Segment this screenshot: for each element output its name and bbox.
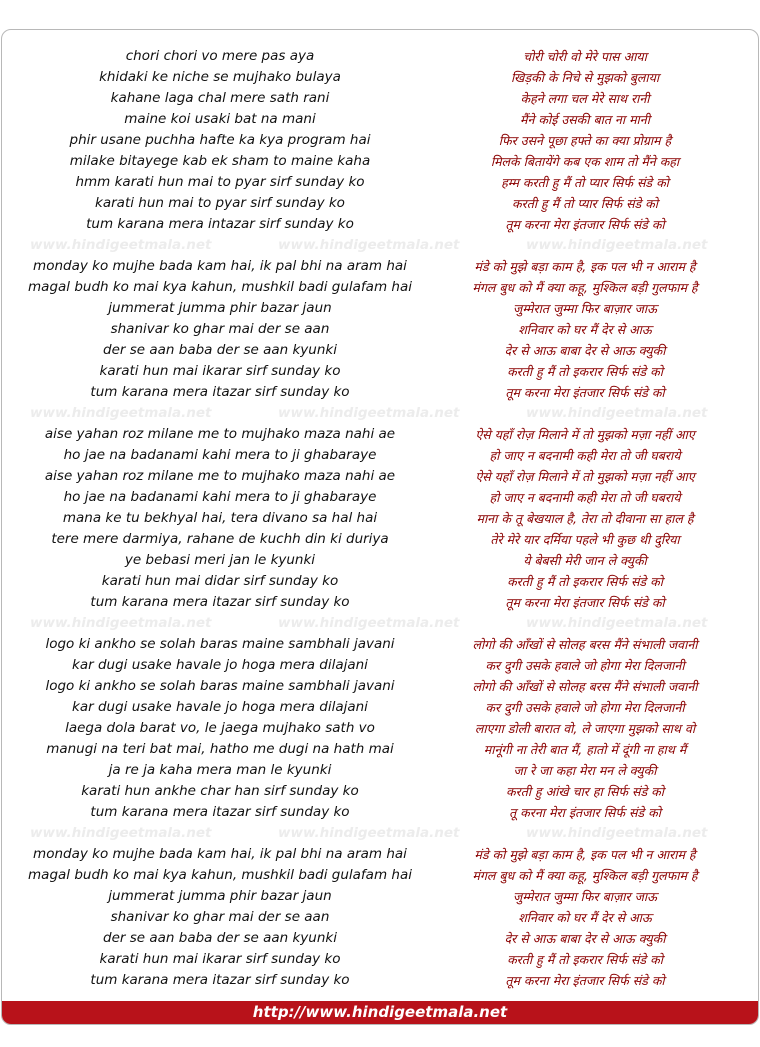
lyric-line (2, 487, 758, 508)
lyric-hindi: जुम्मेरात जुम्मा फिर बाज़ार जाऊ (513, 889, 657, 904)
lyric-hindi: जुम्मेरात जुम्मा फिर बाज़ार जाऊ (513, 301, 657, 316)
lyric-roman: tum karana mera itazar sirf sunday ko (90, 804, 350, 820)
lyric-line (2, 88, 758, 109)
lyric-line (2, 970, 758, 991)
lyric-line (2, 46, 758, 67)
watermark-text: www.hindigeetmala.net (526, 615, 708, 631)
lyric-line (2, 319, 758, 340)
lyric-roman: milake bitayege kab ek sham to maine kaha (69, 153, 371, 169)
lyric-line (2, 865, 758, 886)
watermark-text: www.hindigeetmala.net (526, 825, 708, 841)
lyric-roman: tum karana mera intazar sirf sunday ko (86, 216, 354, 232)
lyric-hindi: लोगो की आँखों से सोलह बरस मैंने संभाली जवानी (472, 679, 698, 694)
lyric-line (2, 697, 758, 718)
lyric-line (2, 382, 758, 403)
lyric-roman: logo ki ankho se solah baras maine sambhali javani (45, 636, 395, 652)
lyric-line (2, 172, 758, 193)
lyric-hindi: हो जाए न बदनामी कही मेरा तो जी घबराये (489, 490, 681, 505)
footer-url[interactable]: http://www.hindigeetmala.net (2, 1001, 758, 1024)
lyric-hindi: कर दुगी उसके हवाले जो होगा मेरा दिलजानी (485, 700, 685, 715)
lyric-line (2, 151, 758, 172)
watermark-text: www.hindigeetmala.net (278, 237, 460, 253)
lyric-roman: chori chori vo mere pas aya (125, 48, 315, 64)
lyric-line (2, 277, 758, 298)
watermark-text: www.hindigeetmala.net (30, 237, 212, 253)
lyric-line (2, 844, 758, 865)
watermark (2, 235, 758, 256)
lyric-hindi: ये बेबसी मेरी जान ले क्युकी (523, 553, 647, 568)
lyric-hindi: शनिवार को घर मैं देर से आऊ (518, 322, 652, 337)
lyric-line (2, 214, 758, 235)
watermark-text: www.hindigeetmala.net (30, 825, 212, 841)
lyric-line (2, 361, 758, 382)
lyric-line (2, 781, 758, 802)
watermark-text: www.hindigeetmala.net (526, 237, 708, 253)
lyric-hindi: देर से आऊ बाबा देर से आऊ क्युकी (504, 343, 666, 358)
lyric-line (2, 109, 758, 130)
lyric-line (2, 424, 758, 445)
lyric-hindi: शनिवार को घर मैं देर से आऊ (518, 910, 652, 925)
lyric-hindi: हो जाए न बदनामी कही मेरा तो जी घबराये (489, 448, 681, 463)
lyric-line (2, 340, 758, 361)
lyric-line (2, 949, 758, 970)
lyric-hindi: मंडे को मुझे बड़ा काम है, इक पल भी न आराम है (474, 259, 696, 274)
lyric-hindi: खिड़की के निचे से मुझको बुलाया (510, 70, 660, 85)
lyric-line (2, 718, 758, 739)
lyric-hindi: तूम करना मेरा इंतजार सिर्फ संडे को (505, 595, 665, 610)
lyric-roman: shanivar ko ghar mai der se aan (110, 909, 330, 925)
lyric-hindi: मंगल बुध को मैं क्या कहू, मुश्किल बड़ी गुलफाम है (472, 280, 698, 295)
watermark-row (2, 403, 758, 424)
lyric-roman: karati hun mai ikarar sirf sunday ko (99, 951, 341, 967)
lyric-roman: maine koi usaki bat na mani (124, 111, 316, 127)
lyric-line (2, 907, 758, 928)
watermark-text: www.hindigeetmala.net (30, 405, 212, 421)
lyric-hindi: कर दुगी उसके हवाले जो होगा मेरा दिलजानी (485, 658, 685, 673)
lyric-hindi: करती हु मैं तो प्यार सिर्फ संडे को (511, 196, 659, 211)
lyric-roman: karati hun ankhe char han sirf sunday ko (81, 783, 359, 799)
lyric-line (2, 508, 758, 529)
lyric-line (2, 655, 758, 676)
lyric-roman: karati hun mai didar sirf sunday ko (101, 573, 339, 589)
lyric-hindi: मिलके बितायेंगे कब एक शाम तो मैंने कहा (490, 154, 680, 169)
lyric-line (2, 529, 758, 550)
watermark-text: www.hindigeetmala.net (30, 615, 212, 631)
lyric-roman: ho jae na badanami kahi mera to ji ghabaraye (63, 447, 377, 463)
lyric-line (2, 550, 758, 571)
lyric-roman: tum karana mera itazar sirf sunday ko (90, 594, 350, 610)
lyric-hindi: हम्म करती हु मैं तो प्यार सिर्फ संडे को (501, 175, 669, 190)
lyric-line (2, 67, 758, 88)
lyric-line (2, 571, 758, 592)
lyrics-frame (1, 29, 759, 1025)
lyric-roman: monday ko mujhe bada kam hai, ik pal bhi na aram hai (33, 846, 407, 862)
lyric-line (2, 466, 758, 487)
lyric-line (2, 298, 758, 319)
lyric-line (2, 445, 758, 466)
watermark-row (2, 235, 758, 256)
lyric-line (2, 256, 758, 277)
lyric-line (2, 676, 758, 697)
lyric-hindi: मानूंगी ना तेरी बात मैं, हातो में दूंगी ना हाथ मैं (483, 742, 687, 757)
lyric-hindi: लाएगा डोली बारात वो, ले जाएगा मुझको साथ वो (474, 721, 696, 736)
lyric-line (2, 130, 758, 151)
lyric-line (2, 634, 758, 655)
lyric-roman: tum karana mera itazar sirf sunday ko (90, 384, 350, 400)
lyric-roman: kahane laga chal mere sath rani (110, 90, 330, 106)
lyric-roman: karati hun mai to pyar sirf sunday ko (95, 195, 345, 211)
lyric-roman: der se aan baba der se aan kyunki (103, 342, 337, 358)
lyric-hindi: तूम करना मेरा इंतजार सिर्फ संडे को (505, 217, 665, 232)
lyric-roman: tum karana mera itazar sirf sunday ko (90, 972, 350, 988)
lyric-hindi: करती हु मैं तो इकरार सिर्फ संडे को (507, 364, 663, 379)
lyric-hindi: फिर उसने पूछा हफ्ते का क्या प्रोग्राम है (498, 133, 672, 148)
lyric-roman: ye bebasi meri jan le kyunki (124, 552, 316, 568)
watermark-text: www.hindigeetmala.net (278, 615, 460, 631)
lyric-roman: shanivar ko ghar mai der se aan (110, 321, 330, 337)
lyrics-body (2, 46, 758, 991)
watermark-text: www.hindigeetmala.net (278, 405, 460, 421)
lyric-roman: ja re ja kaha mera man le kyunki (108, 762, 332, 778)
watermark (2, 403, 758, 424)
lyric-hindi: जा रे जा कहा मेरा मन ले क्युकी (513, 763, 657, 778)
lyric-hindi: करती हु मैं तो इकरार सिर्फ संडे को (507, 952, 663, 967)
lyric-hindi: माना के तू बेखयाल है, तेरा तो दीवाना सा हाल है (476, 511, 694, 526)
lyric-line (2, 802, 758, 823)
lyric-roman: tere mere darmiya, rahane de kuchh din ki duriya (51, 531, 389, 547)
lyric-roman: phir usane puchha hafte ka kya program hai (69, 132, 371, 148)
lyric-roman: mana ke tu bekhyal hai, tera divano sa hal hai (62, 510, 378, 526)
lyric-line (2, 193, 758, 214)
lyric-hindi: तू करना मेरा इंतजार सिर्फ संडे को (509, 805, 661, 820)
lyric-roman: ho jae na badanami kahi mera to ji ghabaraye (63, 489, 377, 505)
watermark-text: www.hindigeetmala.net (526, 405, 708, 421)
lyric-line (2, 760, 758, 781)
lyric-hindi: करती हु मैं तो इकरार सिर्फ संडे को (507, 574, 663, 589)
lyric-roman: monday ko mujhe bada kam hai, ik pal bhi na aram hai (33, 258, 407, 274)
lyric-hindi: ऐसे यहाँ रोज़ मिलाने में तो मुझको मज़ा नहीं आए (475, 469, 695, 484)
watermark-row (2, 613, 758, 634)
lyric-hindi: मंडे को मुझे बड़ा काम है, इक पल भी न आराम है (474, 847, 696, 862)
lyric-roman: magal budh ko mai kya kahun, mushkil badi gulafam hai (28, 867, 412, 883)
lyric-roman: jummerat jumma phir bazar jaun (108, 888, 332, 904)
lyric-hindi: मंगल बुध को मैं क्या कहू, मुश्किल बड़ी गुलफाम है (472, 868, 698, 883)
lyric-roman: logo ki ankho se solah baras maine sambhali javani (45, 678, 395, 694)
watermark (2, 613, 758, 634)
lyric-hindi: चोरी चोरी वो मेरे पास आया (523, 49, 647, 64)
lyric-hindi: देर से आऊ बाबा देर से आऊ क्युकी (504, 931, 666, 946)
lyric-roman: karati hun mai ikarar sirf sunday ko (99, 363, 341, 379)
lyric-roman: aise yahan roz milane me to mujhako maza nahi ae (44, 426, 396, 442)
lyric-roman: aise yahan roz milane me to mujhako maza nahi ae (44, 468, 396, 484)
lyric-line (2, 739, 758, 760)
watermark-text: www.hindigeetmala.net (278, 825, 460, 841)
watermark (2, 823, 758, 844)
lyric-roman: kar dugi usake havale jo hoga mera dilajani (72, 699, 368, 715)
lyric-roman: hmm karati hun mai to pyar sirf sunday ko (75, 174, 365, 190)
lyric-line (2, 886, 758, 907)
lyric-roman: magal budh ko mai kya kahun, mushkil badi gulafam hai (28, 279, 412, 295)
lyric-line (2, 928, 758, 949)
lyric-roman: der se aan baba der se aan kyunki (103, 930, 337, 946)
lyric-hindi: लोगो की आँखों से सोलह बरस मैंने संभाली जवानी (472, 637, 698, 652)
lyric-roman: jummerat jumma phir bazar jaun (108, 300, 332, 316)
lyric-roman: kar dugi usake havale jo hoga mera dilajani (72, 657, 368, 673)
lyric-hindi: करती हु आंखे चार हा सिर्फ संडे को (506, 784, 664, 799)
lyric-roman: manugi na teri bat mai, hatho me dugi na hath mai (46, 741, 394, 757)
lyric-hindi: तेरे मेरे यार दर्मिया पहले भी कुछ थी दुरिया (490, 532, 680, 547)
lyric-roman: khidaki ke niche se mujhako bulaya (99, 69, 341, 85)
watermark-row (2, 823, 758, 844)
lyric-hindi: तूम करना मेरा इंतजार सिर्फ संडे को (505, 385, 665, 400)
lyric-hindi: मैंने कोई उसकी बात ना मानी (520, 112, 650, 127)
lyric-hindi: ऐसे यहाँ रोज़ मिलाने में तो मुझको मज़ा नहीं आए (475, 427, 695, 442)
lyric-roman: laega dola barat vo, le jaega mujhako sath vo (65, 720, 375, 736)
lyric-hindi: तूम करना मेरा इंतजार सिर्फ संडे को (505, 973, 665, 988)
lyric-hindi: केहने लगा चल मेरे साथ रानी (520, 91, 650, 106)
lyric-line (2, 592, 758, 613)
